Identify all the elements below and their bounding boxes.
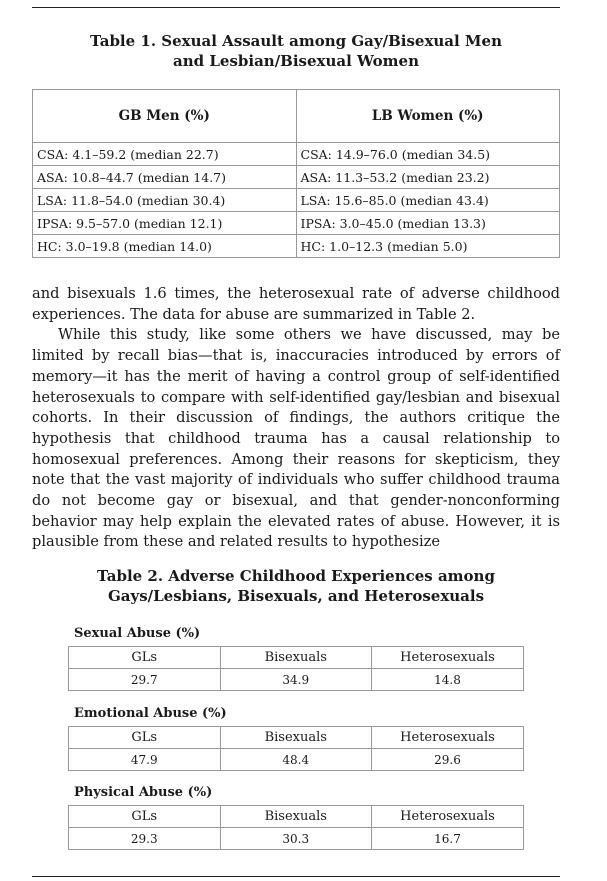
sexual-abuse-table — [68, 646, 524, 691]
table-header-cell: GLs — [69, 647, 221, 669]
table-cell: 29.7 — [69, 669, 221, 691]
table-header-cell: Bisexuals — [220, 647, 372, 669]
emotional-abuse-title: Emotional Abuse (%) — [74, 706, 227, 721]
table-header-cell: Heterosexuals — [372, 647, 524, 669]
table-cell: 29.3 — [69, 828, 221, 850]
table-cell: IPSA: 9.5–57.0 (median 12.1) — [33, 212, 297, 235]
table-row — [33, 143, 560, 166]
table-cell: CSA: 4.1–59.2 (median 22.7) — [33, 143, 297, 166]
table1-header-lb-women: LB Women (%) — [296, 90, 560, 143]
table1-header-row — [33, 90, 560, 143]
table-cell: HC: 3.0–19.8 (median 14.0) — [33, 235, 297, 258]
table-cell: 48.4 — [220, 749, 372, 771]
table-row — [33, 235, 560, 258]
table-cell: LSA: 11.8–54.0 (median 30.4) — [33, 189, 297, 212]
physical-abuse-title: Physical Abuse (%) — [74, 785, 213, 800]
table-row — [69, 727, 524, 749]
table-row — [69, 828, 524, 850]
table-row — [69, 669, 524, 691]
emotional-abuse-table — [68, 726, 524, 771]
table-row — [33, 189, 560, 212]
paragraph: While this study, like some others we have discussed, may be limited by recall bias—that is, inaccuracies introduced by errors of memory—it has the merit of having a control group of self-identified heterosexuals to compare with self-identified gay/lesbian and bisexual cohorts. In their discussion of findings, the authors critique the hypothesis that childhood trauma has a causal relationship to homosexual preferences. Among their reasons for skepticism, they note that the vast majority of individuals who suffer childhood trauma do not become gay or bisexual, and that gender-nonconforming behavior may help explain the elevated rates of abuse. However, it is plausible from these and related results to hypothesize — [32, 326, 560, 551]
table1 — [32, 89, 560, 258]
sexual-abuse-title: Sexual Abuse (%) — [74, 626, 201, 641]
body-text — [32, 284, 560, 553]
table-cell: CSA: 14.9–76.0 (median 34.5) — [296, 143, 560, 166]
table-row — [33, 212, 560, 235]
table-header-cell: GLs — [69, 727, 221, 749]
table-row — [69, 806, 524, 828]
table-header-cell: Heterosexuals — [372, 727, 524, 749]
table-cell: ASA: 10.8–44.7 (median 14.7) — [33, 166, 297, 189]
bottom-rule — [32, 876, 560, 877]
table-cell: 34.9 — [220, 669, 372, 691]
table-cell: 30.3 — [220, 828, 372, 850]
table-row — [69, 647, 524, 669]
table-cell: LSA: 15.6–85.0 (median 43.4) — [296, 189, 560, 212]
physical-abuse-table — [68, 805, 524, 850]
table-cell: 14.8 — [372, 669, 524, 691]
table-header-cell: Bisexuals — [220, 727, 372, 749]
table-cell: IPSA: 3.0–45.0 (median 13.3) — [296, 212, 560, 235]
table-cell: 16.7 — [372, 828, 524, 850]
table-row — [69, 749, 524, 771]
top-rule — [32, 7, 560, 8]
table-cell: HC: 1.0–12.3 (median 5.0) — [296, 235, 560, 258]
table1-header-gb-men: GB Men (%) — [33, 90, 297, 143]
table1-caption: Table 1. Sexual Assault among Gay/Bisexual Men and Lesbian/Bisexual Women — [90, 32, 502, 70]
table-header-cell: Bisexuals — [220, 806, 372, 828]
table2-caption: Table 2. Adverse Childhood Experiences among Gays/Lesbians, Bisexuals, and Heterosexuals — [97, 567, 495, 605]
table-cell: ASA: 11.3–53.2 (median 23.2) — [296, 166, 560, 189]
table-row — [33, 166, 560, 189]
table-cell: 47.9 — [69, 749, 221, 771]
table-header-cell: GLs — [69, 806, 221, 828]
table-header-cell: Heterosexuals — [372, 806, 524, 828]
paragraph: and bisexuals 1.6 times, the heterosexual rate of adverse childhood experiences. The data for abuse are summarized in Table 2. — [32, 285, 560, 323]
table-cell: 29.6 — [372, 749, 524, 771]
